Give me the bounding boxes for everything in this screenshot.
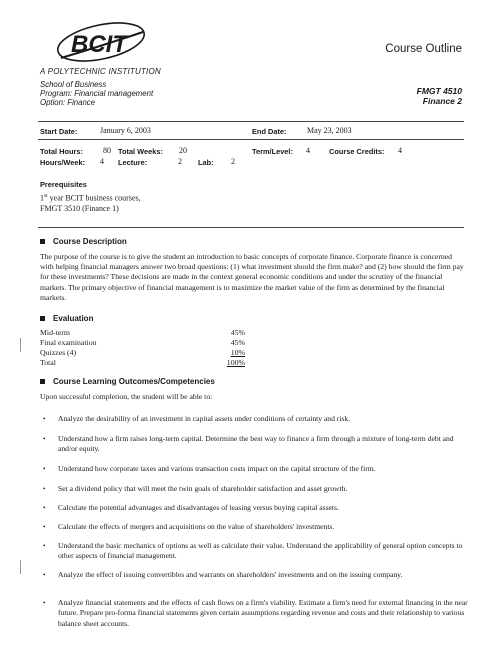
evaluation-weight: 10% [230,348,245,357]
start-date-label: Start Date: [40,127,78,136]
lab-label: Lab: [198,158,214,167]
lab-value: 2 [231,157,235,166]
course-code-block [417,86,462,106]
option-name: Option: Finance [40,98,96,107]
bullet-icon: • [43,542,46,550]
lecture-value: 2 [178,157,182,166]
prereq-ordinal-suffix: st [44,193,48,199]
prerequisite-line [40,191,141,204]
outcome-item [40,570,470,580]
outcome-text: Calculate the potential advantages and disadvantages of leasing versus buying capital assets. [58,503,339,512]
outcome-item [40,541,470,562]
bullet-icon: • [43,523,46,531]
bcit-logo [55,18,150,68]
hours-week-value: 4 [100,157,104,166]
doc-type: Course Outline [385,43,462,55]
outcome-text: Understand how corporate taxes and various transaction costs impact on the capital structure of the firm. [58,464,376,473]
prereq-ordinal: 1 [40,193,44,203]
outcome-item [40,503,470,513]
square-bullet-icon [40,316,45,321]
total-weeks-label: Total Weeks: [118,147,163,156]
credits-value: 4 [398,146,402,155]
bullet-icon: • [43,435,46,443]
evaluation-total-label: Total [40,358,56,367]
evaluation-item: Mid-term [40,328,70,337]
school-name: School of Business [40,80,107,89]
course-code: FMGT 4510 [416,86,462,96]
outcome-item [40,434,470,455]
lecture-label: Lecture: [118,158,148,167]
outcome-item [40,598,470,629]
total-hours-label: Total Hours: [40,147,83,156]
prereq-line1-rest: year BCIT business courses, [47,193,141,203]
description-text: The purpose of the course is to give the student an introduction to basic concepts of corporate finance. Corporate finance is concerned with helping financial managers answer two broad questions: (1) what investment should the firm make? and (2) how should the firm pay for these investments? These decisions are made in the context general economic conditions and under the scrutiny of the financial markets. The primary objective of financial management is to maximize the market value of the firm as determined by the financial markets. [40,252,464,302]
credits-label: Course Credits: [329,147,385,156]
outcome-text: Set a dividend policy that will meet the twin goals of shareholder satisfaction and asset growth. [58,484,348,493]
outcome-item [40,414,470,424]
program-name: Program: Financial management [40,89,154,98]
scan-margin-mark [20,560,22,574]
outcome-text: Analyze financial statements and the effects of cash flows on a firm's viability. Estimate a firm's need for external financing in the near future. Prepare pro-forma financial statements given certain assumptions regarding revenue and costs and their relationship to various balance sheet accounts. [58,598,468,628]
evaluation-row [40,348,245,358]
end-date-value: May 23, 2003 [307,126,352,135]
outcomes-intro: Upon successful completion, the student will be able to: [40,392,213,401]
divider [38,227,464,228]
term-label: Term/Level: [252,147,293,156]
prerequisites-text [40,191,141,214]
evaluation-item: Final examination [40,338,97,347]
bullet-icon: • [43,504,46,512]
outcome-text: Understand the basic mechanics of options as well as calculate their value. Understand the applicability of general option concepts to other aspects of financial management. [58,541,463,561]
course-name: Finance 2 [422,96,462,106]
tagline: A POLYTECHNIC INSTITUTION [40,67,161,76]
outcome-item [40,522,470,532]
divider [38,121,464,122]
outcome-text: Calculate the effects of mergers and acquisitions on the value of shareholders' investments. [58,522,335,531]
bullet-icon: • [43,415,46,423]
term-value: 4 [306,146,310,155]
evaluation-item: Quizzes (4) [40,348,77,357]
evaluation-row [40,328,245,338]
evaluation-weight: 45% [230,328,245,337]
hours-week-label: Hours/Week: [40,158,86,167]
evaluation-heading-text: Evaluation [53,314,94,323]
outcomes-heading [40,377,215,386]
start-date-value: January 6, 2003 [100,126,151,135]
evaluation-weight: 45% [230,338,245,347]
outcome-item [40,484,470,494]
description-heading-text: Course Description [53,237,127,246]
outcome-item [40,464,470,474]
end-date-label: End Date: [252,127,287,136]
outcome-text: Understand how a firm raises long-term capital. Determine the best way to finance a firm through a mixture of long-term debt and and/or equity. [58,434,454,454]
school-info [40,80,153,107]
total-hours-value: 80 [103,146,111,155]
outcome-text: Analyze the desirability of an investment in capital assets under conditions of certainty and risk. [58,414,351,423]
square-bullet-icon [40,379,45,384]
outcome-text: Analyze the effect of issuing convertibles and warrants on shareholders' investments and on the issuing company. [58,570,403,579]
square-bullet-icon [40,239,45,244]
evaluation-heading [40,314,93,323]
divider [38,139,464,140]
evaluation-total-value: 100% [226,358,245,367]
evaluation-total-row [40,358,245,368]
evaluation-row [40,338,245,348]
bullet-icon: • [43,571,46,579]
bullet-icon: • [43,485,46,493]
outcomes-heading-text: Course Learning Outcomes/Competencies [53,377,215,386]
prerequisites-heading: Prerequisites [40,180,87,189]
logo-text: BCIT [71,31,127,58]
total-weeks-value: 20 [179,146,187,155]
bullet-icon: • [43,599,46,607]
scan-margin-mark [20,338,22,352]
description-heading [40,237,127,246]
bullet-icon: • [43,465,46,473]
prerequisite-line: FMGT 3510 (Finance 1) [40,203,119,213]
